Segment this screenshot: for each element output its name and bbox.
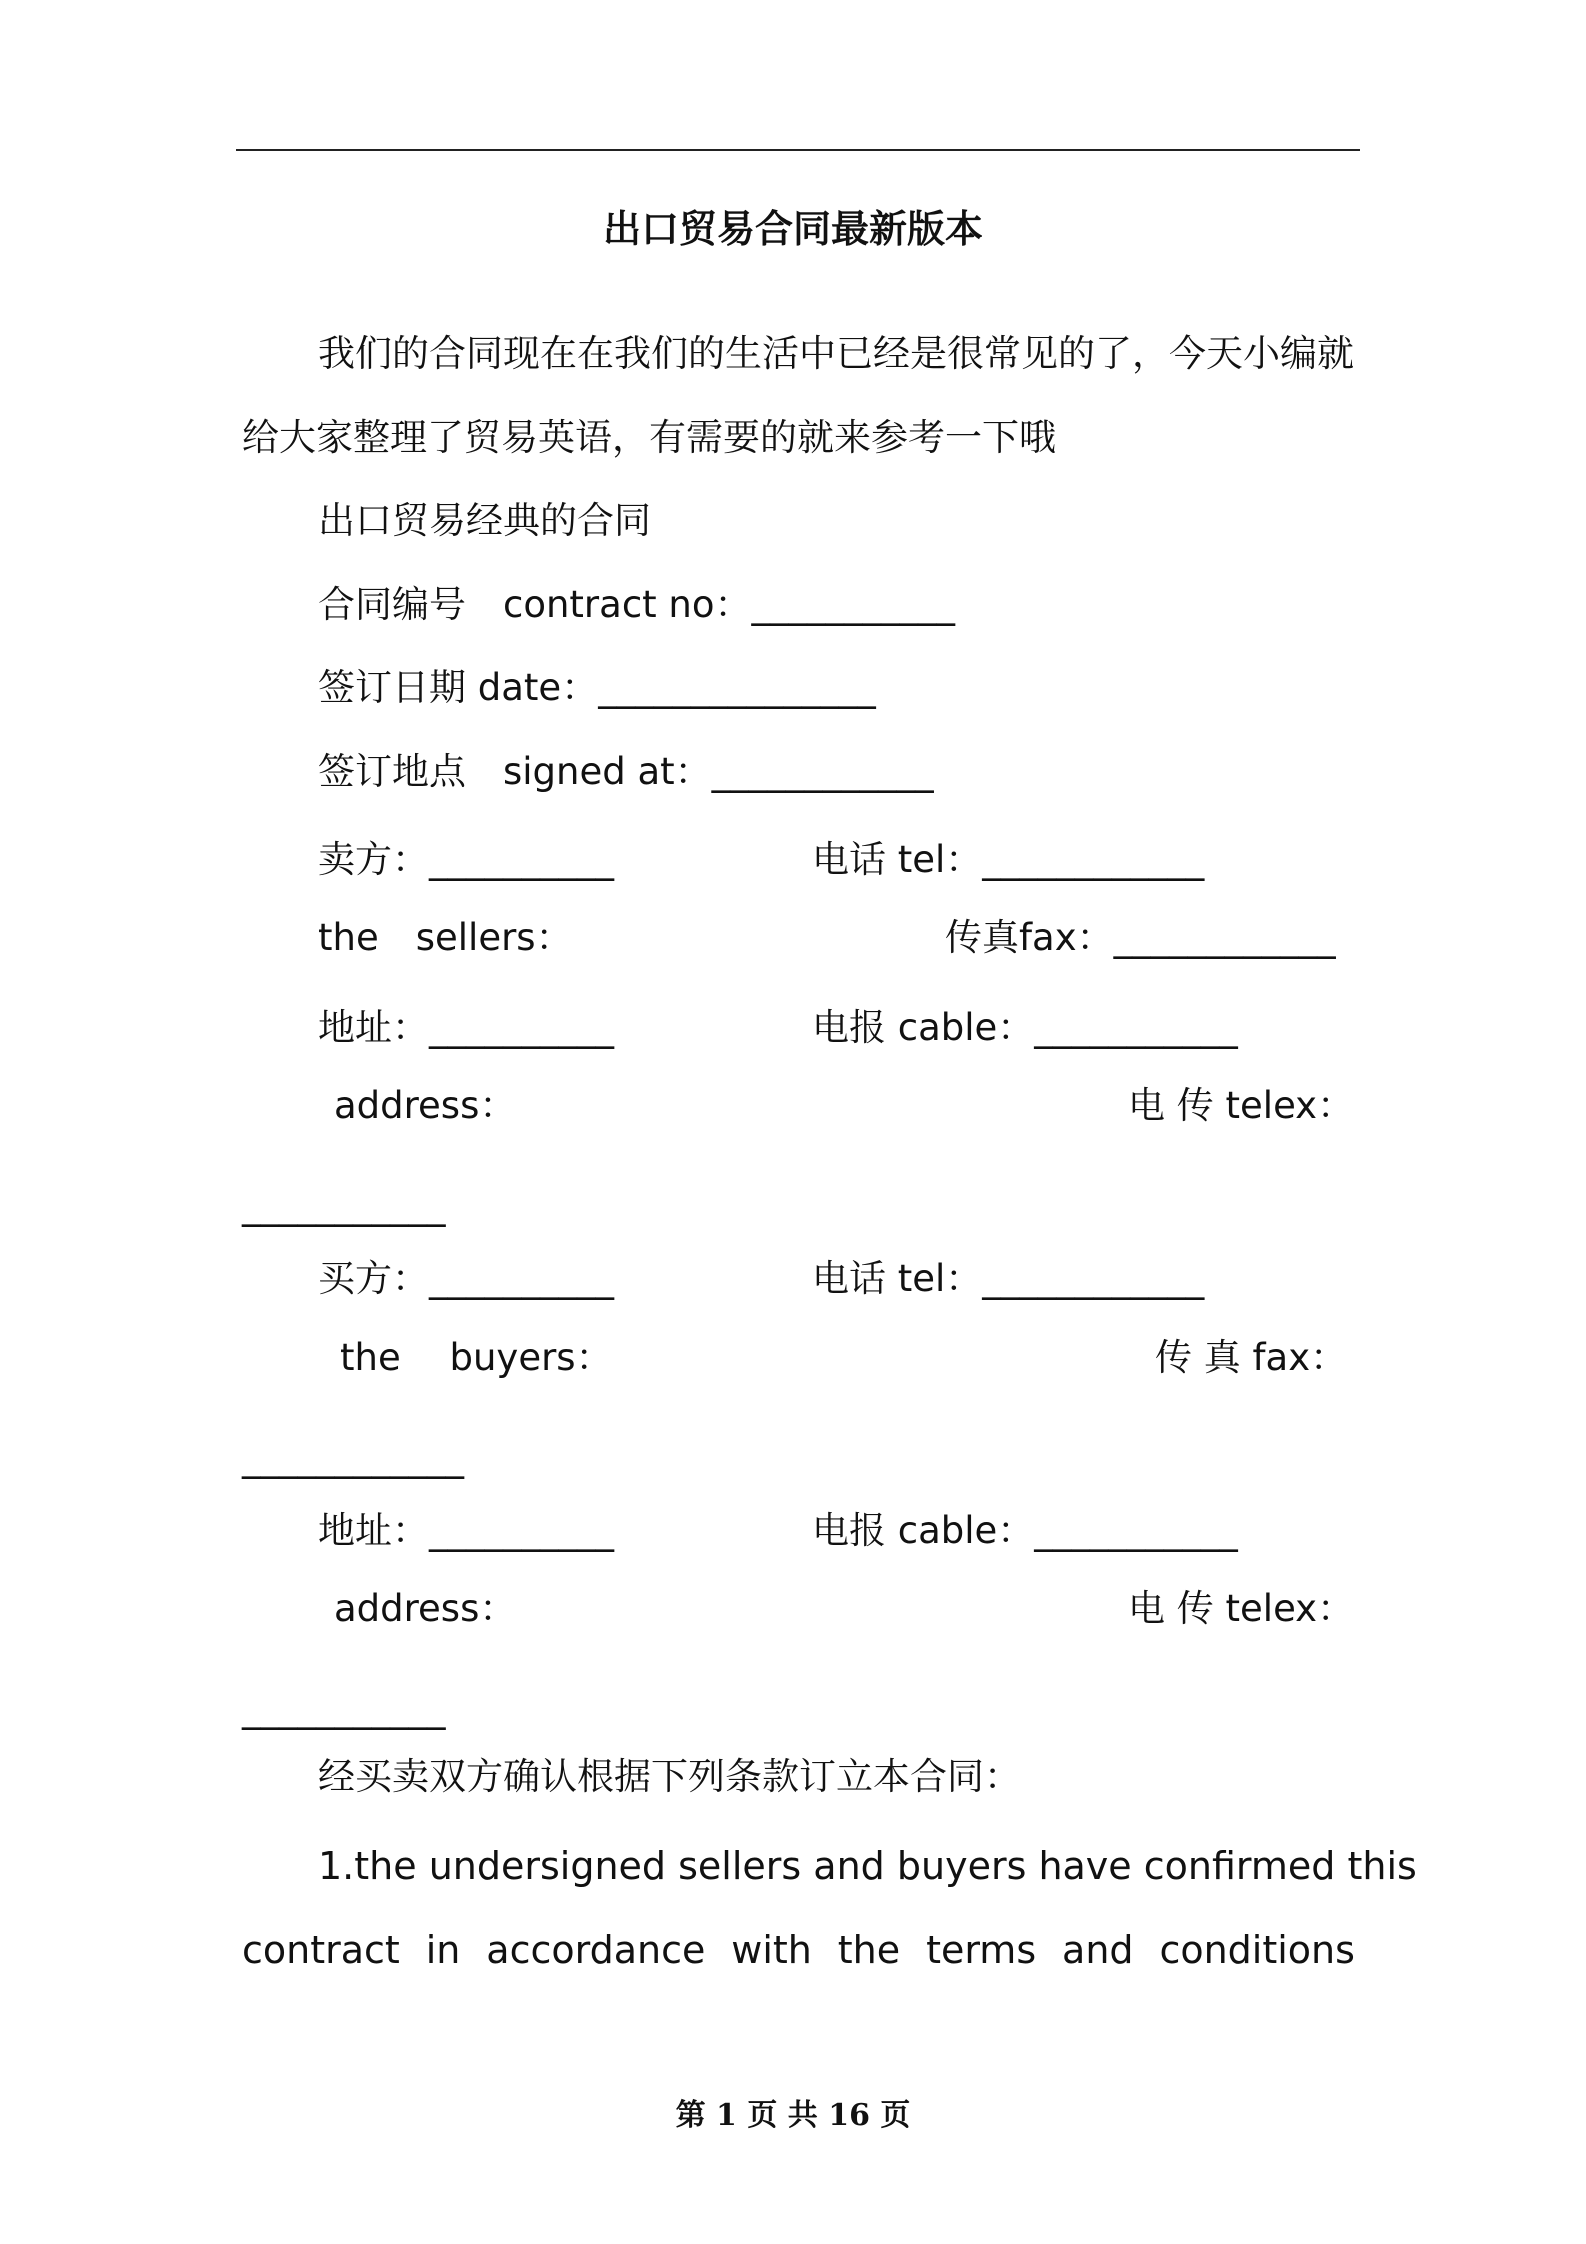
buyer-telex-label: 电 传 telex： xyxy=(1128,1587,1355,1630)
clause-1-word: and xyxy=(1062,1928,1134,1972)
buyer-cable-field: 电报 cable：___________ xyxy=(812,1509,1238,1552)
seller-field: 卖方：__________ xyxy=(318,838,614,881)
seller-tel-field: 电话 tel：____________ xyxy=(812,838,1205,881)
seller-telex-label: 电 传 telex： xyxy=(1128,1084,1355,1127)
clause-1-word: accordance xyxy=(486,1928,706,1972)
buyer-telex-blank: ___________ xyxy=(242,1687,446,1730)
buyer-name-en: the buyers： xyxy=(340,1336,613,1379)
clause-1-word: in xyxy=(425,1928,461,1972)
seller-telex-blank: ___________ xyxy=(242,1184,446,1227)
seller-cable-field: 电报 cable：___________ xyxy=(812,1006,1238,1049)
seller-fax-field: 传真fax：____________ xyxy=(945,916,1336,959)
buyer-field: 买方：__________ xyxy=(318,1257,614,1300)
intro-line-2: 给大家整理了贸易英语，有需要的就来参考一下哦 xyxy=(242,416,1056,459)
clause-1-word: terms xyxy=(926,1928,1037,1972)
buyer-tel-field: 电话 tel：____________ xyxy=(812,1257,1205,1300)
page-number-footer: 第 1 页 共 16 页 xyxy=(675,2098,911,2133)
seller-name-en: the sellers： xyxy=(318,916,573,959)
clause-1-line-2 xyxy=(242,1924,1355,1976)
document-title: 出口贸易合同最新版本 xyxy=(602,207,983,251)
header-rule xyxy=(236,149,1360,151)
contract-no-field: 合同编号 contract no：___________ xyxy=(318,583,956,626)
intro-line-1: 我们的合同现在在我们的生活中已经是很常见的了，今天小编就 xyxy=(318,332,1354,375)
clause-1-word: the xyxy=(837,1928,901,1972)
date-field: 签订日期 date：_______________ xyxy=(318,666,876,709)
signed-at-field: 签订地点 signed at：____________ xyxy=(318,750,934,793)
buyer-fax-blank: ____________ xyxy=(242,1436,464,1479)
clause-1-word: with xyxy=(731,1928,812,1972)
buyer-fax-label: 传 真 fax： xyxy=(1155,1336,1348,1379)
clause-1-word: conditions xyxy=(1159,1928,1355,1972)
confirm-line: 经买卖双方确认根据下列条款订立本合同： xyxy=(318,1755,1021,1798)
seller-address-field: 地址：__________ xyxy=(318,1006,614,1049)
seller-address-en: address： xyxy=(334,1084,517,1127)
buyer-address-en: address： xyxy=(334,1587,517,1630)
buyer-address-field: 地址：__________ xyxy=(318,1509,614,1552)
clause-1-line-1: 1.the undersigned sellers and buyers have confirmed this xyxy=(318,1844,1417,1888)
section-heading: 出口贸易经典的合同 xyxy=(318,499,651,542)
clause-1-word: contract xyxy=(242,1928,400,1972)
